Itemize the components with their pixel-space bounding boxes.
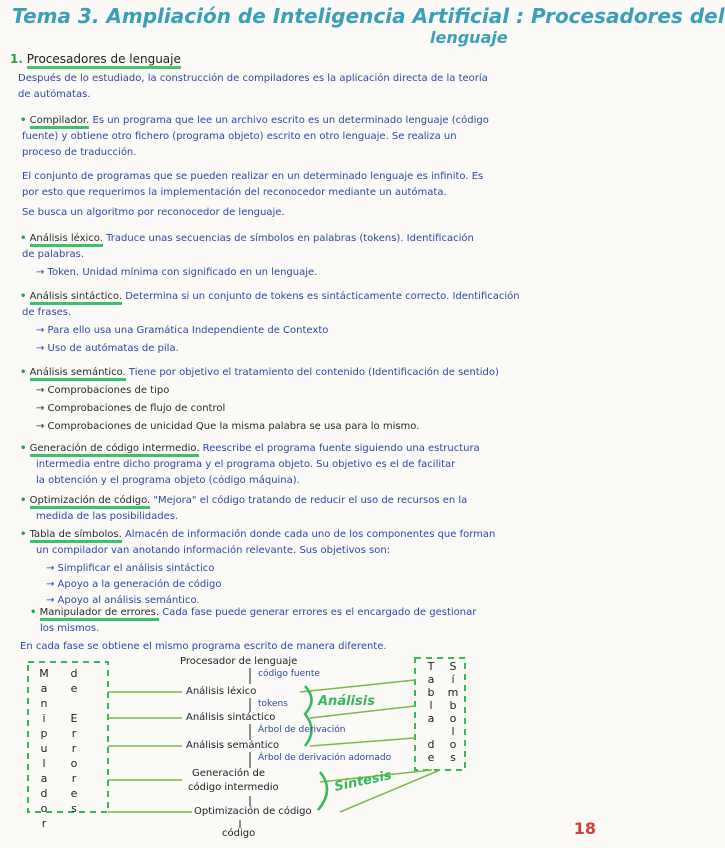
tabla-sub-2: → Apoyo a la generación de código	[46, 579, 222, 590]
bullet-icon: •	[20, 443, 27, 454]
bullet-icon: •	[20, 233, 27, 244]
compilador-desc-2: fuente) y obtiene otro fichero (programa objeto) escrito en otro lenguaje. Se realiza un	[22, 131, 457, 142]
fases-line: En cada fase se obtiene el mismo programa escrito de manera diferente.	[20, 641, 387, 652]
letter: l	[451, 725, 455, 738]
letter: s	[450, 751, 456, 764]
letter: n	[40, 697, 48, 710]
optimizacion-desc-2: medida de las posibilidades.	[36, 511, 179, 522]
errores-col-2	[66, 666, 82, 816]
sintesis-label: Síntesis	[333, 768, 393, 795]
letter-gap	[424, 725, 438, 738]
bullet-icon: •	[30, 607, 37, 618]
letter: a	[427, 673, 435, 686]
simbolos-col-1	[424, 660, 438, 764]
edge-label-arbol: Árbol de derivación	[258, 725, 346, 735]
algoritmo-line: Se busca un algoritmo por reconocedor de lenguaje.	[22, 207, 285, 218]
letter: s	[71, 802, 77, 815]
edge-lexico-right	[300, 680, 415, 692]
edge-label-fuente: código fuente	[258, 669, 320, 679]
intermedio-desc-3: la obtención y el programa objeto (código máquina).	[36, 475, 300, 486]
letter: E	[70, 712, 78, 725]
letter: r	[71, 727, 77, 740]
letter: d	[40, 787, 48, 800]
tabla-desc-2: un compilador van anotando información relevante. Sus objetivos son:	[36, 545, 391, 556]
letter-gap	[66, 696, 82, 711]
intermedio-term: Generación de código intermedio.	[30, 443, 200, 457]
conjunto-line-1: El conjunto de programas que se pueden realizar en un determinado lenguaje es infinito. Es	[22, 171, 484, 182]
title: Tema 3. Ampliación de Inteligencia Artificial : Procesadores del	[12, 4, 725, 28]
node-semantico: Análisis semántico	[186, 740, 280, 751]
bullet-icon: •	[20, 495, 27, 506]
letter: r	[41, 817, 47, 830]
errores-term: Manipulador de errores.	[40, 607, 159, 621]
letter: u	[40, 742, 48, 755]
letter: o	[449, 712, 457, 725]
bullet-icon: •	[20, 291, 27, 302]
errores-col-1	[36, 666, 52, 831]
tabla-sub-3: → Apoyo al análisis semántico.	[46, 595, 200, 606]
page-number: 18	[573, 819, 596, 838]
lexico-desc-2: de palabras.	[22, 249, 85, 260]
lexico-desc-1: Traduce unas secuencias de símbolos en palabras (tokens). Identificación	[106, 233, 474, 244]
node-generacion: Generación de	[192, 768, 266, 779]
sintactico-term: Análisis sintáctico.	[30, 291, 122, 305]
errores-desc-1: Cada fase puede generar errores es el encargado de gestionar	[162, 607, 477, 618]
letter: l	[42, 757, 46, 770]
section-number: 1.	[10, 52, 23, 66]
letter: p	[40, 727, 48, 740]
semantico-desc: Tiene por objetivo el tratamiento del contenido (Identificación de sentido)	[128, 367, 499, 378]
edge-semantico-right	[310, 738, 415, 746]
node-lexico: Análisis léxico	[186, 686, 257, 697]
letter: M	[39, 667, 49, 680]
letter: o	[70, 757, 78, 770]
letter: i	[42, 712, 46, 725]
letter: r	[71, 742, 77, 755]
sintactico-desc-1: Determina si un conjunto de tokens es sintácticamente correcto. Identificación	[125, 291, 520, 302]
simbolos-col-2	[446, 660, 460, 764]
lexico-sub: → Token. Unidad mínima con significado en un lenguaje.	[36, 267, 318, 278]
intro-line-1: Después de lo estudiado, la construcción de compiladores es la aplicación directa de la teoría	[18, 73, 488, 84]
letter: í	[451, 673, 455, 686]
bullet-icon: •	[20, 529, 27, 540]
letter: r	[71, 772, 77, 785]
letter: S	[449, 660, 457, 673]
edge-label-arbol-adornado: Árbol de derivación adornado	[258, 753, 392, 763]
node-optimizacion: Optimización de código	[194, 806, 312, 817]
node-sintactico: Análisis sintáctico	[186, 712, 276, 723]
section-title: Procesadores de lenguaje	[27, 52, 181, 69]
sintesis-brace	[318, 772, 327, 810]
bullet-icon: •	[20, 367, 27, 378]
letter: d	[427, 738, 435, 751]
sintactico-sub-1: → Para ello usa una Gramática Independiente de Contexto	[36, 325, 329, 336]
node-codigo-intermedio: código intermedio	[188, 782, 279, 793]
semantico-sub-1: → Comprobaciones de tipo	[36, 385, 170, 396]
errores-desc-2: los mismos.	[40, 623, 100, 634]
letter: e	[427, 751, 435, 764]
compilador-desc-1: Es un programa que lee un archivo escrito es un determinado lenguaje (código	[92, 115, 489, 126]
intermedio-desc-2: intermedia entre dicho programa y el programa objeto. Su objetivo es el de facilitar	[36, 459, 456, 470]
node-procesador: Procesador de lenguaje	[180, 656, 298, 667]
compilador-term: Compilador.	[30, 115, 90, 129]
letter: o	[449, 738, 457, 751]
semantico-sub-2: → Comprobaciones de flujo de control	[36, 403, 226, 414]
conjunto-line-2: por esto que requerimos la implementación del reconocedor mediante un autómata.	[22, 187, 447, 198]
analisis-brace	[305, 686, 312, 746]
tabla-sub-1: → Simplificar el análisis sintáctico	[46, 563, 215, 574]
tabla-term: Tabla de símbolos.	[30, 529, 122, 543]
letter: e	[70, 787, 78, 800]
optimizacion-desc-1: "Mejora" el código tratando de reducir el uso de recursos en la	[153, 495, 468, 506]
sintactico-desc-2: de frases.	[22, 307, 72, 318]
letter: b	[427, 686, 435, 699]
compilador-desc-3: proceso de traducción.	[22, 147, 137, 158]
letter: e	[70, 682, 78, 695]
sintactico-sub-2: → Uso de autómatas de pila.	[36, 343, 179, 354]
analisis-label: Análisis	[318, 694, 375, 709]
letter: d	[70, 667, 78, 680]
bullet-icon: •	[20, 115, 27, 126]
title-line2: lenguaje	[430, 28, 508, 47]
letter: o	[40, 802, 48, 815]
letter: b	[449, 699, 457, 712]
intro-line-2: de autómatas.	[18, 89, 91, 100]
lexico-term: Análisis léxico.	[30, 233, 103, 247]
edge-label-tokens: tokens	[258, 699, 288, 709]
letter: T	[427, 660, 435, 673]
semantico-sub-3: → Comprobaciones de unicidad Que la misma palabra se usa para lo mismo.	[36, 421, 420, 432]
optimizacion-term: Optimización de código.	[30, 495, 151, 509]
letter: m	[447, 686, 459, 699]
intermedio-desc-1: Reescribe el programa fuente siguiendo una estructura	[202, 443, 480, 454]
letter: a	[40, 682, 48, 695]
semantico-term: Análisis semántico.	[30, 367, 126, 381]
letter: l	[429, 699, 433, 712]
letter: a	[427, 712, 435, 725]
node-codigo: código	[222, 828, 256, 839]
letter: a	[40, 772, 48, 785]
tabla-desc-1: Almacén de información donde cada uno de los componentes que forman	[124, 529, 496, 540]
